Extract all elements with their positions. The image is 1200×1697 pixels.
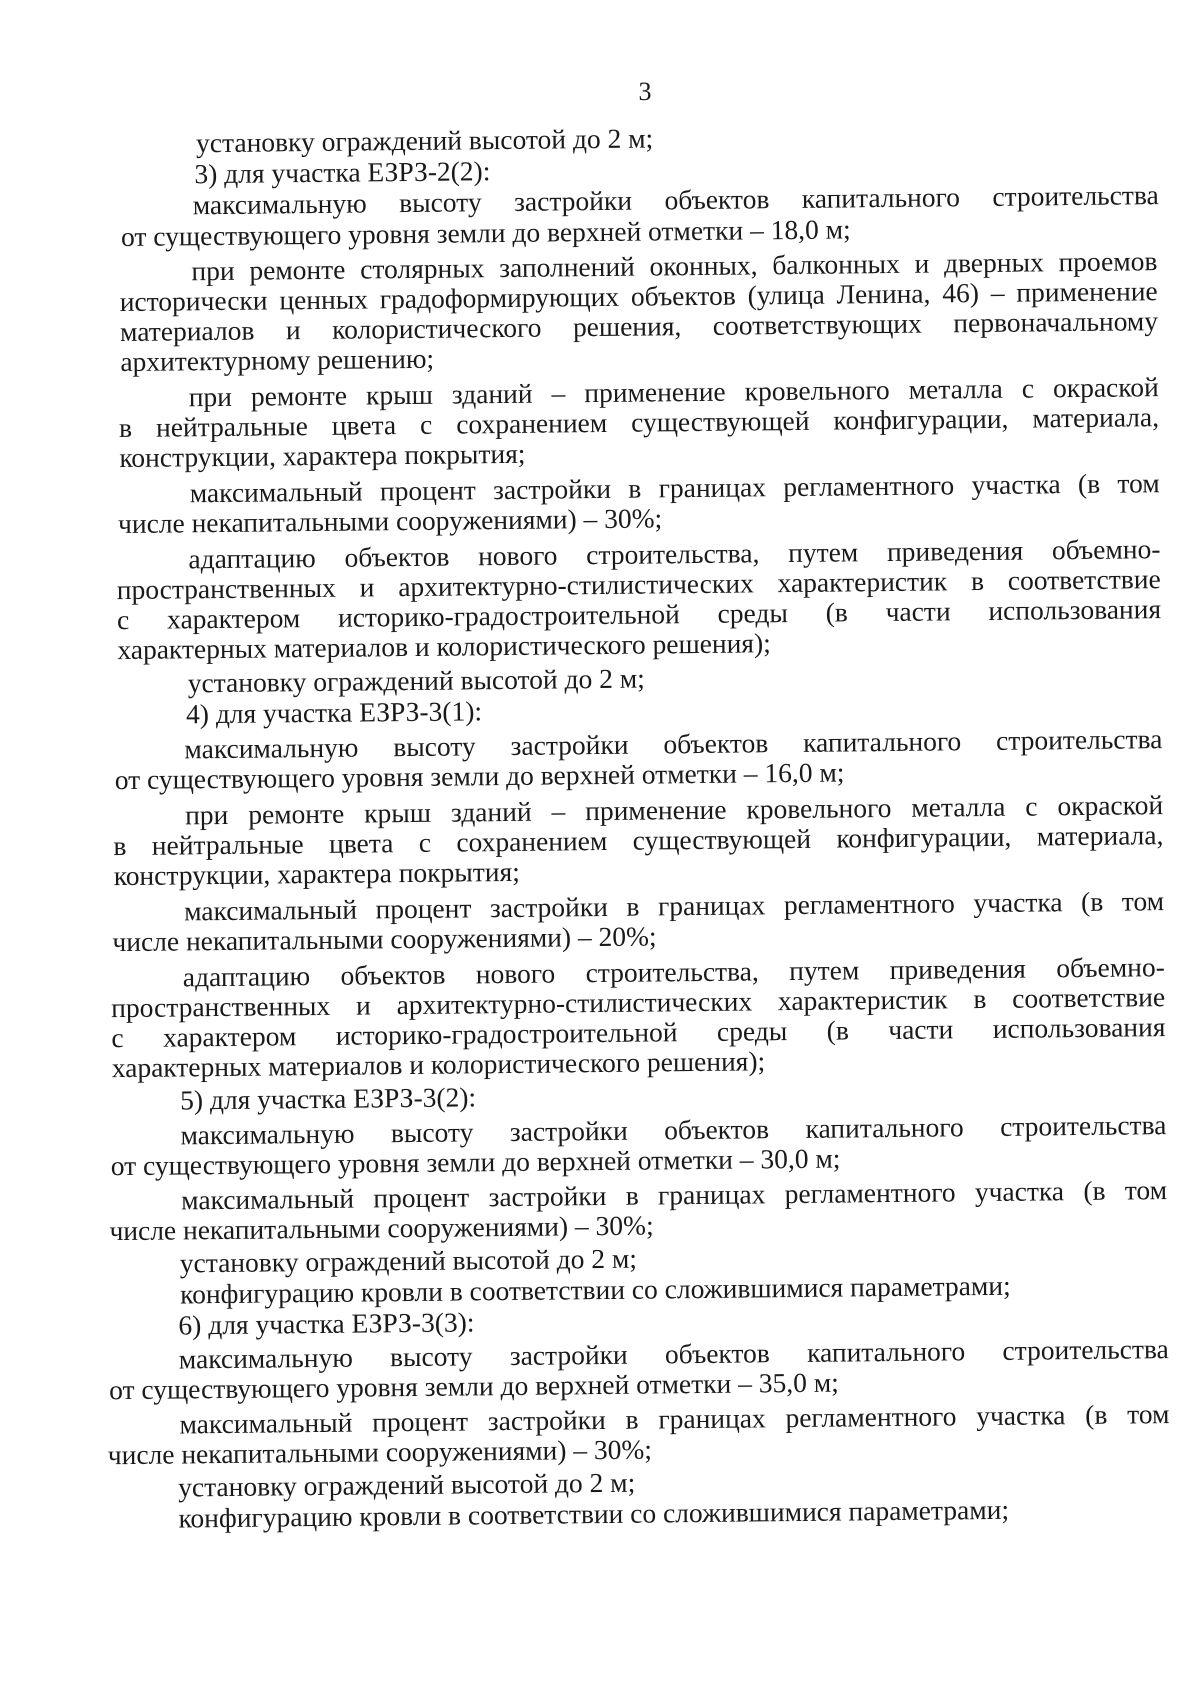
text-line: в нейтральные цвета с сохранением существующей конфигурации, материала, (118, 401, 1160, 444)
text-line: с характером историко-градостроительной среды (в части использования (111, 1011, 1166, 1054)
text-line: пространственных и архитектурно-стилистических характеристик в соответствие (110, 981, 1166, 1024)
text-line: установку ограждений высотой до 2 м; (177, 1466, 636, 1503)
text-line: при ремонте столярных заполнений оконных, балконных и дверных проемов (191, 245, 1158, 287)
text-line: максимальную высоту застройки объектов капитального строительства (184, 723, 1163, 765)
text-line: числе некапитальными сооружениями) – 30%; (109, 1209, 654, 1247)
text-line: пространственных и архитектурно-стилистических характеристик в соответствие (116, 563, 1161, 606)
text-line: максимальный процент застройки в границах регламентного участка (в том (183, 885, 1165, 927)
page-number: 3 (638, 77, 652, 106)
text-line: 4) для участка ЕЗРЗ-3(1): (185, 695, 483, 730)
text-line: от существующего уровня земли до верхней отметки – 18,0 м; (120, 213, 851, 253)
text-line: от существующего уровня земли до верхней отметки – 30,0 м; (110, 1142, 841, 1182)
text-line: максимальный процент застройки в границах регламентного участка (в том (179, 1398, 1170, 1440)
text-line: 5) для участка ЕЗРЗ-3(2): (179, 1081, 477, 1116)
text-line: конструкции, характера покрытия; (113, 855, 520, 892)
text-line: в нейтральные цвета с сохранением существующей конфигурации, материала, (113, 819, 1164, 862)
text-line: адаптацию объектов нового строительства, путем приведения объемно- (188, 533, 1161, 575)
text-line: числе некапитальными сооружениями) – 20%; (112, 920, 657, 958)
text-line: исторически ценных градоформирующих объектов (улица Ленина, 46) – применение (119, 275, 1158, 318)
text-line: при ремонте крыш зданий – применение кровельного металла с окраской (188, 371, 1159, 413)
text-line: 3) для участка ЕЗРЗ-2(2): (194, 155, 491, 190)
text-line: максимальный процент застройки в границах регламентного участка (в том (189, 467, 1160, 509)
text-line: архитектурному решению; (120, 342, 435, 378)
text-line: при ремонте крыш зданий – применение кровельного металла с окраской (184, 789, 1164, 831)
text-line: от существующего уровня земли до верхней отметки – 16,0 м; (114, 756, 845, 796)
text-line: конфигурацию кровли в соответствии со сложившимися параметрами; (178, 1493, 1010, 1534)
text-line: установку ограждений высотой до 2 м; (187, 662, 645, 699)
document-body (0, 118, 1198, 1534)
text-line: максимальную высоту застройки объектов капитального строительства (178, 1333, 1169, 1375)
text-line: установку ограждений высотой до 2 м; (179, 1242, 638, 1279)
text-line: конструкции, характера покрытия; (119, 437, 526, 474)
text-line: адаптацию объектов нового строительства, путем приведения объемно- (182, 951, 1165, 993)
text-line: максимальную высоту застройки объектов капитального строительства (192, 179, 1159, 221)
text-line: материалов и колористического решения, соответствующих первоначальному (119, 305, 1159, 348)
text-line: числе некапитальными сооружениями) – 30%; (107, 1433, 653, 1471)
text-line: установку ограждений высотой до 2 м; (195, 122, 654, 159)
text-line: с характером историко-градостроительной среды (в части использования (116, 593, 1162, 636)
text-line: 6) для участка ЕЗРЗ-3(3): (178, 1306, 475, 1341)
text-line: от существующего уровня земли до верхней отметки – 35,0 м; (108, 1366, 839, 1406)
text-line: максимальный процент застройки в границах регламентного участка (в том (180, 1174, 1168, 1216)
text-line: максимальную высоту застройки объектов капитального строительства (180, 1109, 1167, 1151)
text-line: числе некапитальными сооружениями) – 30%; (117, 502, 663, 540)
text-line: конфигурацию кровли в соответствии со сложившимися параметрами; (179, 1269, 1011, 1310)
text-line: характерных материалов и колористического решения); (111, 1045, 766, 1084)
text-line: характерных материалов и колористического решения); (117, 627, 771, 666)
